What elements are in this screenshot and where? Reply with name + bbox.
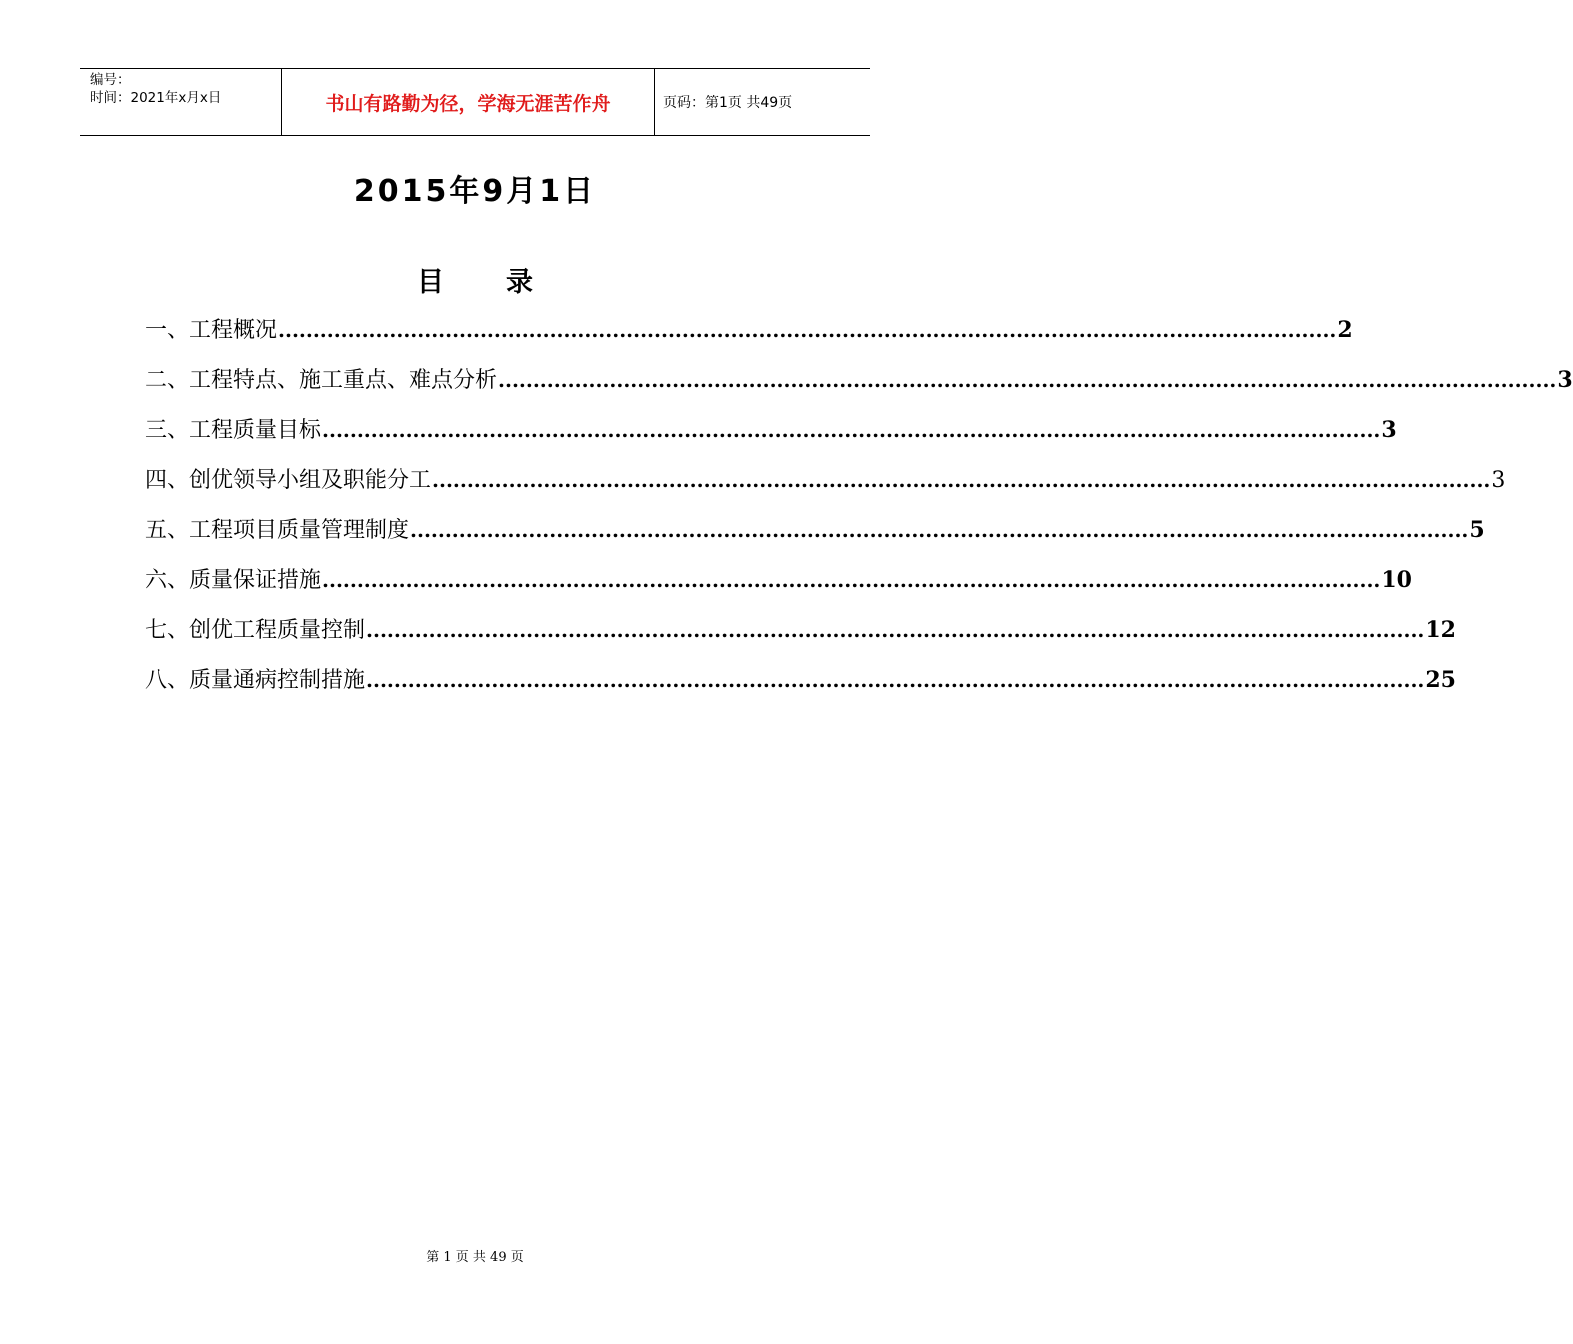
toc-entry[interactable]: [145, 313, 1353, 363]
toc-entry-label: 四、创优领导小组及职能分工: [145, 468, 432, 493]
toc-leader-dots: ........................................................................................................................................................: [498, 368, 1557, 392]
table-of-contents: [145, 313, 1573, 713]
header-page-cell: [655, 69, 870, 135]
toc-leader-dots: ........................................................................................................................................................: [278, 318, 1337, 342]
toc-entry-page: 2: [1337, 317, 1353, 343]
toc-leader-dots: ........................................................................................................................................................: [366, 618, 1425, 642]
toc-entry[interactable]: [145, 513, 1485, 563]
toc-entry-label: 六、质量保证措施: [145, 568, 322, 593]
toc-leader-dots: ........................................................................................................................................................: [410, 518, 1469, 542]
toc-entry[interactable]: [145, 363, 1573, 413]
toc-entry-label: 八、质量通病控制措施: [145, 668, 366, 693]
toc-entry[interactable]: [145, 613, 1456, 663]
toc-leader-dots: ........................................................................................................................................................: [322, 568, 1381, 592]
toc-entry-page: 5: [1469, 517, 1485, 543]
header-slogan-cell: [282, 69, 655, 135]
toc-entry-page: 12: [1425, 617, 1456, 643]
toc-title-left: 目: [417, 267, 444, 298]
page-footer: 第 1 页 共 49 页: [426, 1250, 524, 1265]
toc-entry[interactable]: [145, 413, 1397, 463]
toc-title-right: 录: [506, 267, 533, 298]
toc-entry-page: 10: [1381, 567, 1412, 593]
toc-entry-page: 3: [1491, 468, 1506, 493]
toc-entry-page: 3: [1381, 417, 1397, 443]
page-header: [80, 68, 870, 136]
toc-entry-label: 二、工程特点、施工重点、难点分析: [145, 368, 498, 393]
document-number-label: 编号：: [90, 72, 131, 88]
toc-entry-label: 三、工程质量目标: [145, 418, 322, 443]
header-page-info: 页码：第1页 共49页: [663, 95, 793, 111]
toc-entry[interactable]: [145, 463, 1506, 513]
toc-entry-label: 七、创优工程质量控制: [145, 618, 366, 643]
toc-entry-label: 五、工程项目质量管理制度: [145, 518, 410, 543]
toc-title: [0, 260, 950, 299]
toc-entry-page: 3: [1557, 367, 1573, 393]
toc-entry[interactable]: [145, 663, 1456, 713]
document-time-label: 时间：2021年x月x日: [90, 90, 222, 106]
header-meta-cell: [80, 69, 282, 135]
date-title: 2015年9月1日: [353, 174, 597, 209]
toc-leader-dots: ........................................................................................................................................................: [322, 418, 1381, 442]
toc-leader-dots: ........................................................................................................................................................: [432, 468, 1491, 492]
header-slogan: 书山有路勤为径，学海无涯苦作舟: [325, 92, 611, 115]
toc-leader-dots: ........................................................................................................................................................: [366, 668, 1425, 692]
toc-entry-page: 25: [1425, 667, 1456, 693]
toc-entry-label: 一、工程概况: [145, 318, 278, 343]
toc-entry[interactable]: [145, 563, 1412, 613]
